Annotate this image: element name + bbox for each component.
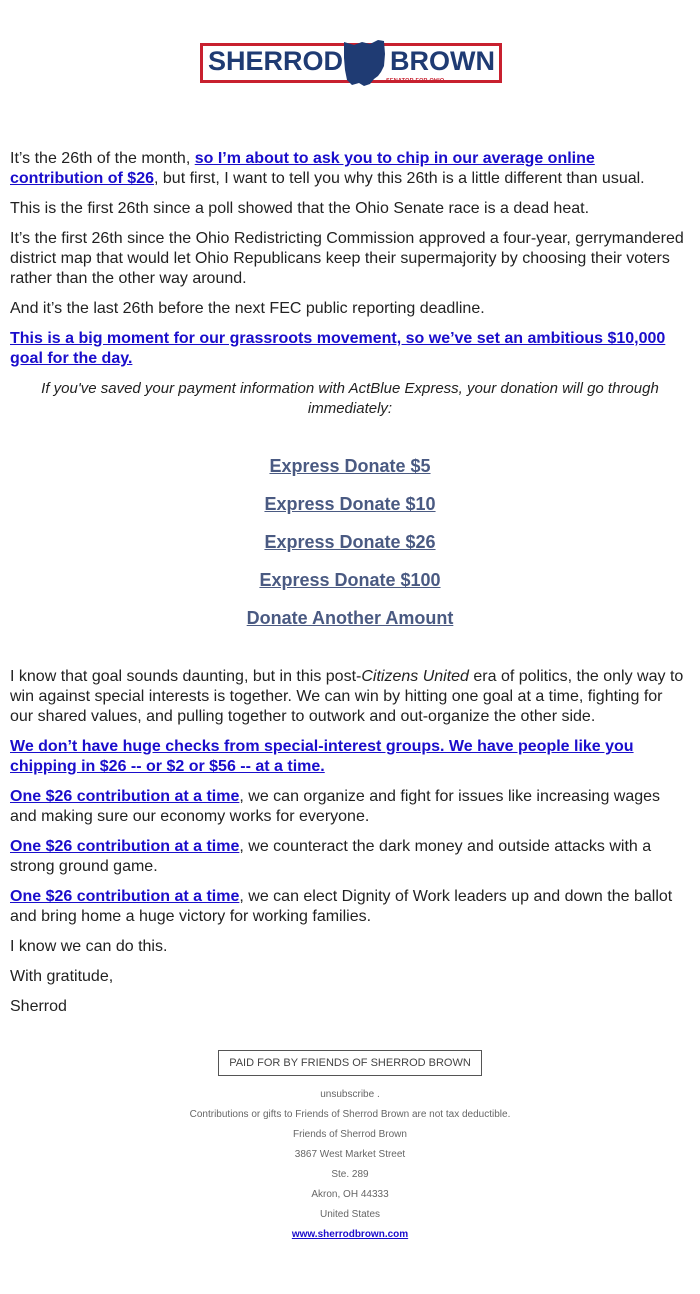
donate-another-amount-button[interactable]: Donate Another Amount <box>246 608 454 628</box>
email-footer <box>0 1048 700 1245</box>
address-suite: Ste. 289 <box>331 1169 369 1180</box>
paragraph-wages <box>10 787 690 827</box>
address-country: United States <box>319 1209 381 1220</box>
logo-last-name: BROWN <box>390 46 495 76</box>
intro-text: It’s the 26th of the month, <box>10 150 195 167</box>
campaign-logo <box>200 38 500 90</box>
dignity-text: , we can elect Dignity of Work leaders up and down the ballot and bring home a huge victory for working families. <box>10 888 673 925</box>
dark-money-text: , we counteract the dark money and outside attacks with a strong ground game. <box>10 838 652 875</box>
paragraph-checks <box>10 737 690 777</box>
email-body <box>10 149 690 1027</box>
chip-in-link[interactable]: so I’m about to ask you to chip in our average online contribution of $26 <box>10 150 595 187</box>
express-donate-100-button[interactable]: Express Donate $100 <box>259 570 441 590</box>
citizens-united-text: Citizens United <box>361 668 469 685</box>
paragraph-dark-money <box>10 837 690 877</box>
contribution-link-1[interactable]: One $26 contribution at a time <box>10 788 240 805</box>
wages-text: , we can organize and fight for issues like increasing wages and making sure our economy works for everyone. <box>10 788 661 825</box>
checks-link[interactable]: We don’t have huge checks from special-interest groups. We have people like you chipping in $26 -- or $2 or $56 -- at a time. <box>10 738 634 775</box>
logo-first-name: SHERROD <box>208 46 344 76</box>
paragraph-deadline: And it’s the last 26th before the next FEC public reporting deadline. <box>10 300 485 317</box>
paragraph-intro <box>10 149 690 189</box>
website-link[interactable]: www.sherrodbrown.com <box>291 1229 409 1240</box>
paragraph-redistricting: It’s the first 26th since the Ohio Redistricting Commission approved a four-year, gerrymandered district map that would let Ohio Republicans keep their supermajority by choosing their voters rather than the other way around. <box>10 230 684 287</box>
signature: Sherrod <box>10 998 67 1015</box>
paragraph-we-can: I know we can do this. <box>10 938 168 955</box>
address-city: Akron, OH 44333 <box>311 1189 389 1200</box>
org-name: Friends of Sherrod Brown <box>293 1129 407 1140</box>
daunting-text: I know that goal sounds daunting, but in this post- <box>10 668 362 685</box>
address-street: 3867 West Market Street <box>294 1149 406 1160</box>
paragraph-daunting <box>10 667 690 727</box>
paragraph-poll: This is the first 26th since a poll showed that the Ohio Senate race is a dead heat. <box>10 200 590 217</box>
tax-disclaimer: Contributions or gifts to Friends of Sherrod Brown are not tax deductible. <box>189 1109 511 1120</box>
express-donate-5-button[interactable]: Express Donate $5 <box>269 456 431 476</box>
paid-for-disclaimer: PAID FOR BY FRIENDS OF SHERROD BROWN <box>218 1050 482 1076</box>
closing-text: With gratitude, <box>10 968 114 985</box>
paragraph-dignity <box>10 887 690 927</box>
paragraph-goal <box>10 329 690 369</box>
express-note: If you've saved your payment information with ActBlue Express, your donation will go through immediately: <box>41 380 659 417</box>
express-donate-10-button[interactable]: Express Donate $10 <box>264 494 436 514</box>
daunting-text-cont: era of politics, the only way to win against special interests is together. We can win by hitting one goal at a time, fighting for our shared values, and pulling together to outwork and out-organize the other side. <box>10 668 684 725</box>
express-donate-26-button[interactable]: Express Donate $26 <box>264 532 436 552</box>
donate-buttons <box>10 455 690 629</box>
intro-text-cont: , but first, I want to tell you why this 26th is a little different than usual. <box>154 170 645 187</box>
ohio-state-icon <box>340 38 388 88</box>
logo-subtitle: SENATOR FOR OHIO <box>386 78 445 84</box>
contribution-link-2[interactable]: One $26 contribution at a time <box>10 838 240 855</box>
goal-link[interactable]: This is a big moment for our grassroots movement, so we’ve set an ambitious $10,000 goal for the day. <box>10 330 666 367</box>
contribution-link-3[interactable]: One $26 contribution at a time <box>10 888 240 905</box>
unsubscribe-link[interactable]: unsubscribe . <box>320 1089 380 1100</box>
